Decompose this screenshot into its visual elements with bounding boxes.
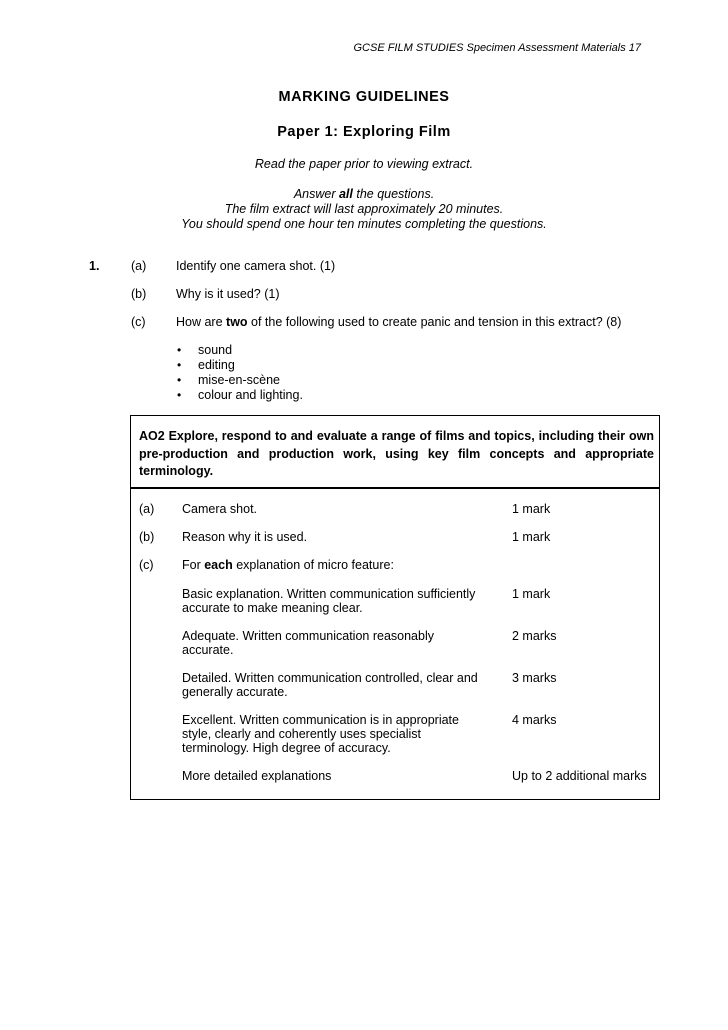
criterion-basic-mark: 1 mark [512, 587, 551, 601]
criterion-excellent-text: Excellent. Written communication is in appropriate style, clearly and coherently uses specialist terminology. High degree of accuracy. [182, 713, 459, 756]
part-a-label: (a) [131, 259, 147, 273]
bullet-item: mise-en-scène [198, 373, 280, 387]
bullet-item: colour and lighting. [198, 388, 303, 402]
bullet-icon: • [177, 343, 182, 357]
page-title: MARKING GUIDELINES [278, 89, 450, 105]
instruction-line-1-pre: Answer [293, 187, 339, 201]
instruction-line-1-post: the questions. [352, 187, 435, 201]
row-c-text-pre: For [182, 558, 205, 572]
bullet-item: sound [198, 343, 233, 357]
viewing-note: Read the paper prior to viewing extract. [254, 157, 474, 171]
instruction-line-2: The film extract will last approximately 20 minutes. [224, 202, 504, 216]
row-a-label: (a) [139, 502, 155, 516]
box-divider [131, 487, 659, 489]
part-c-text-pre: How are [176, 315, 227, 329]
bullet-item: editing [198, 358, 235, 372]
running-header: GCSE FILM STUDIES Specimen Assessment Materials 17 [353, 42, 641, 54]
criterion-detailed-mark: 3 marks [512, 671, 557, 685]
part-c-label: (c) [131, 315, 146, 329]
row-a-text: Camera shot. [182, 502, 258, 516]
marking-scheme-box [130, 415, 660, 800]
part-b-label: (b) [131, 287, 147, 301]
part-a-text: Identify one camera shot. (1) [176, 259, 336, 273]
question-number: 1. [89, 259, 100, 273]
bullet-icon: • [177, 358, 182, 372]
row-b-text: Reason why it is used. [182, 530, 308, 544]
criterion-adequate-mark: 2 marks [512, 629, 557, 643]
criterion-basic-text: Basic explanation. Written communication sufficiently accurate to make meaning clear. [182, 587, 476, 616]
instruction-line-3: You should spend one hour ten minutes completing the questions. [181, 217, 547, 231]
row-b-label: (b) [139, 530, 155, 544]
row-c-text-bold: each [204, 558, 233, 572]
part-c-text-post: of the following used to create panic and tension in this extract? (8) [247, 315, 622, 329]
part-c-text-bold: two [226, 315, 248, 329]
row-c-text-post: explanation of micro feature: [232, 558, 394, 572]
paper-subtitle: Paper 1: Exploring Film [277, 124, 451, 140]
part-b-text: Why is it used? (1) [176, 287, 280, 301]
criterion-excellent-mark: 4 marks [512, 713, 557, 727]
bullet-icon: • [177, 373, 182, 387]
criterion-additional-text: More detailed explanations [182, 769, 332, 783]
row-a-mark: 1 mark [512, 502, 551, 516]
row-c-text [182, 558, 482, 572]
criterion-adequate-text: Adequate. Written communication reasonably accurate. [182, 629, 434, 658]
instruction-line-1-bold: all [338, 187, 353, 201]
bullet-icon: • [177, 388, 182, 402]
ao2-heading: AO2 Explore, respond to and evaluate a range of films and topics, including their own pre-production and production work, using key film concepts and appropriate terminology. [139, 429, 654, 478]
criterion-detailed-text: Detailed. Written communication controlled, clear and generally accurate. [182, 671, 478, 700]
row-c-label: (c) [139, 558, 154, 572]
criterion-additional-mark: Up to 2 additional marks [512, 769, 647, 783]
instruction-line-1 [0, 187, 728, 201]
row-b-mark: 1 mark [512, 530, 551, 544]
part-c-text [176, 315, 656, 329]
